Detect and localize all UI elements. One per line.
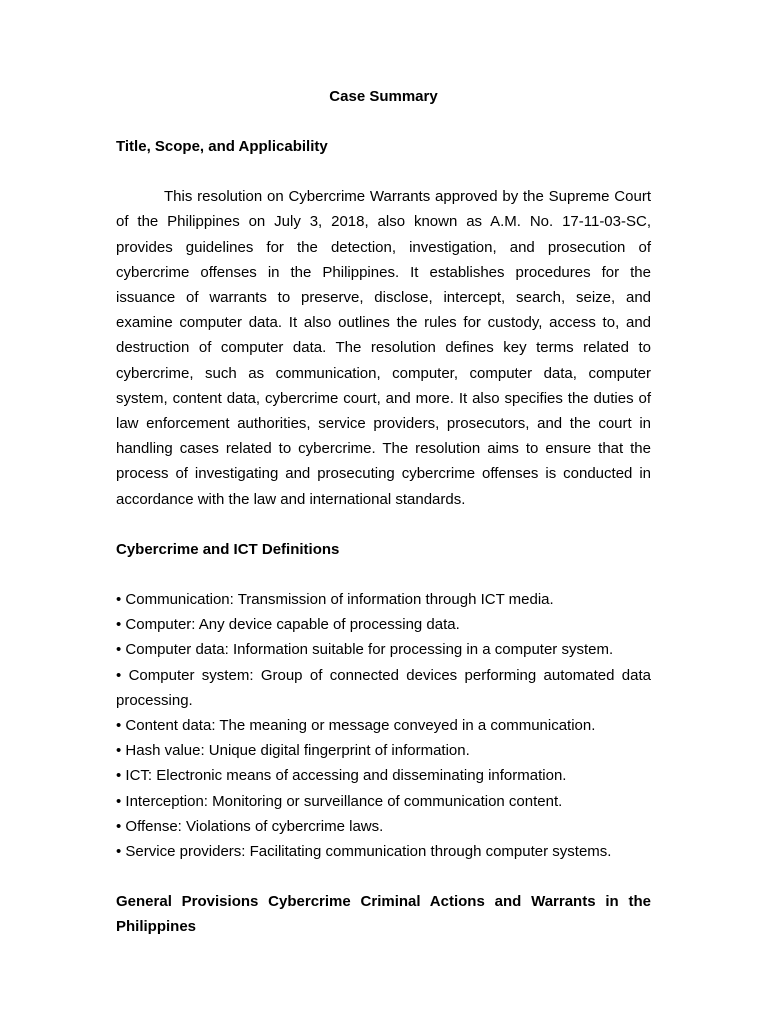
definition-item: • Interception: Monitoring or surveillance of communication content. <box>116 792 563 810</box>
definitions-list <box>116 587 651 864</box>
definition-item: • Computer: Any device capable of processing data. <box>116 616 460 634</box>
definition-item: • Content data: The meaning or message conveyed in a communication. <box>116 717 596 735</box>
scope-paragraph: This resolution on Cybercrime Warrants approved by the Supreme Court of the Philippines on July 3, 2018, also known as A.M. No. 17-11-03-SC, provides guidelines for the detection, investigation, and prosecution of cybercrime offenses in the Philippines. It establishes procedures for the issuance of warrants to preserve, disclose, intercept, search, seize, and examine computer data. It also outlines the rules for custody, access to, and destruction of computer data. The resolution defines key terms related to cybercrime, such as communication, computer, computer data, computer system, content data, cybercrime court, and more. It also specifies the duties of law enforcement authorities, service providers, prosecutors, and the court in handling cases related to cybercrime. The resolution aims to ensure that the process of investigating and prosecuting cybercrime offenses is conducted in accordance with the law and international standards. <box>116 188 651 508</box>
definition-item: • ICT: Electronic means of accessing and disseminating information. <box>116 767 567 785</box>
section-heading-definitions: Cybercrime and ICT Definitions <box>116 540 340 558</box>
section-heading-general-provisions: General Provisions Cybercrime Criminal Actions and Warrants in the Philippines <box>116 893 651 936</box>
section-heading-scope: Title, Scope, and Applicability <box>116 138 328 155</box>
definition-item: • Communication: Transmission of information through ICT media. <box>116 591 554 609</box>
definition-item: • Computer data: Information suitable for processing in a computer system. <box>116 641 614 659</box>
definition-item: • Hash value: Unique digital fingerprint of information. <box>116 742 470 760</box>
document-title: Case Summary <box>329 88 438 105</box>
document-page <box>116 84 651 940</box>
definition-item: • Service providers: Facilitating communication through computer systems. <box>116 843 612 861</box>
definition-item: • Computer system: Group of connected devices performing automated data processing. <box>116 666 651 709</box>
definition-item: • Offense: Violations of cybercrime laws. <box>116 817 384 835</box>
